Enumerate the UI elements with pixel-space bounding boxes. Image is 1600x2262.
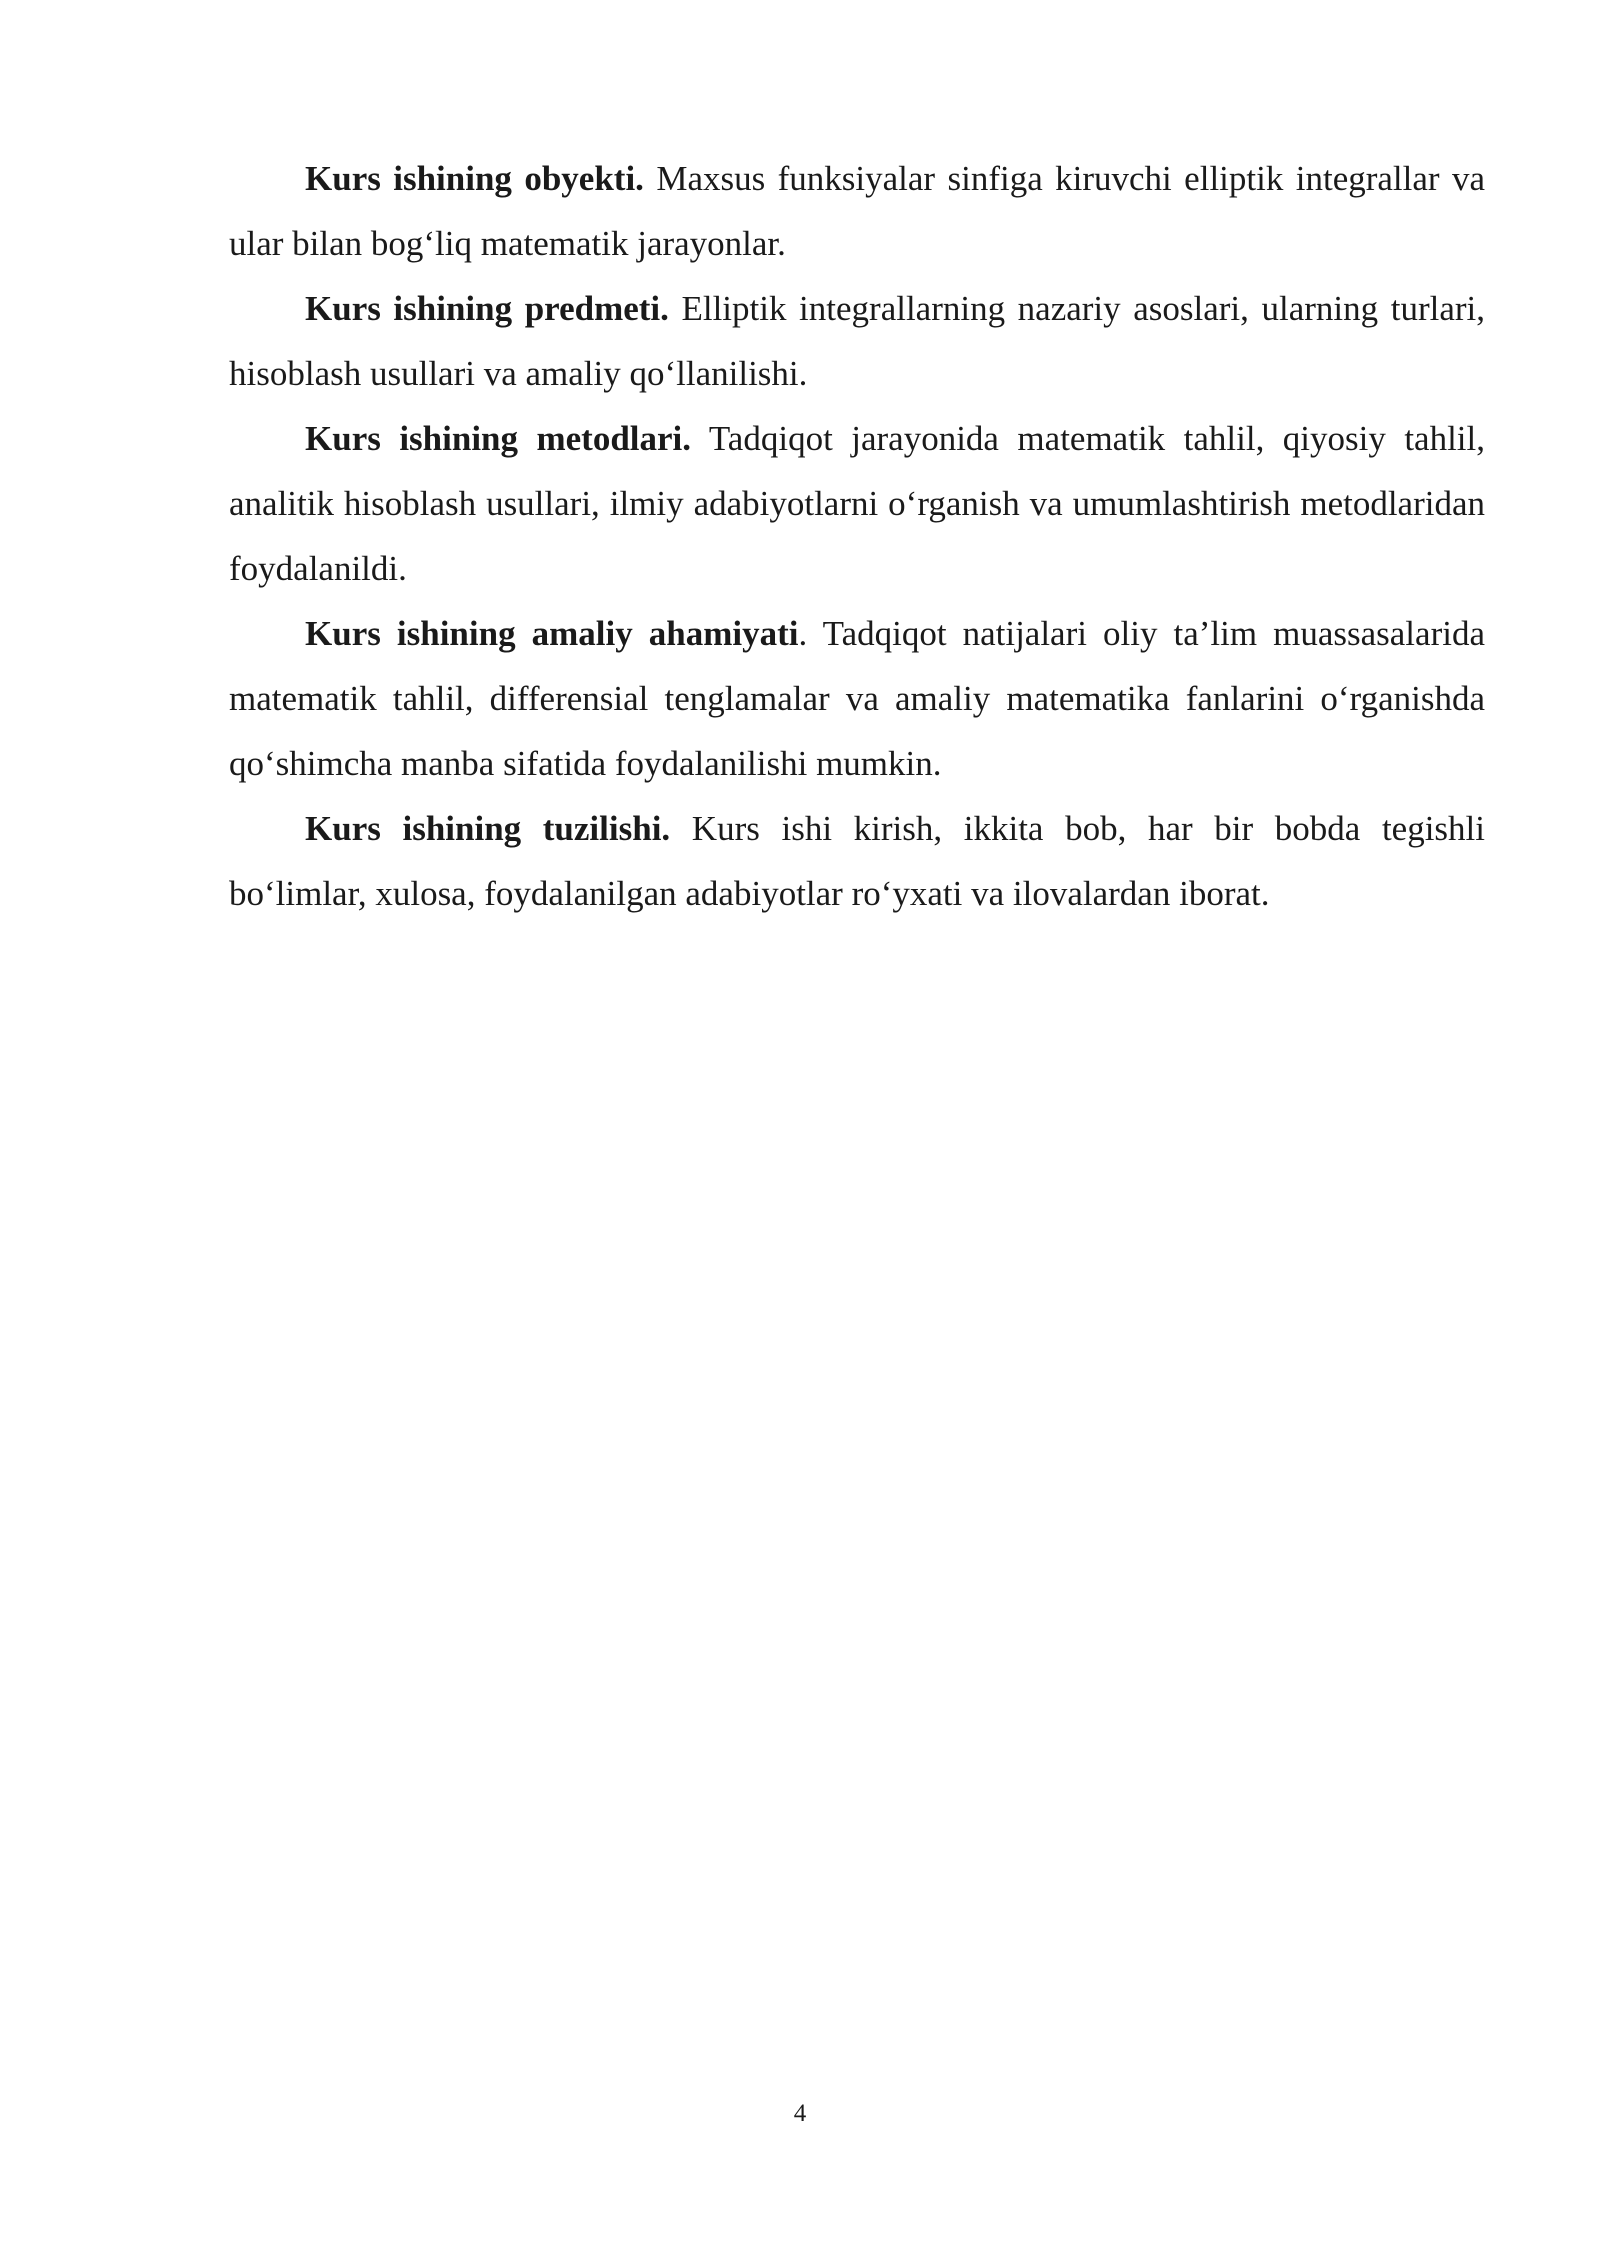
paragraph-methods (229, 406, 1485, 601)
paragraph-structure (229, 796, 1485, 926)
paragraph-heading: Kurs ishining tuzilishi. (305, 809, 671, 848)
paragraph-text: Kurs ishi kirish, ikkita bob, har bir bobda tegishli bo‘limlar, xulosa, foydalanilgan adabiyotlar ro‘yxati va ilovalardan iborat. (229, 809, 1485, 913)
paragraph-heading: Kurs ishining amaliy ahamiyati (305, 614, 799, 653)
paragraph-text: . Tadqiqot natijalari oliy ta’lim muassasalarida matematik tahlil, differensial tenglamalar va amaliy matematika fanlarini o‘rganishda qo‘shimcha manba sifatida foydalanilishi mumkin. (229, 614, 1485, 783)
paragraph-subject (229, 276, 1485, 406)
paragraph-heading: Kurs ishining obyekti. (305, 159, 644, 198)
paragraph-significance (229, 601, 1485, 796)
paragraph-object (229, 146, 1485, 276)
document-body (229, 146, 1485, 926)
page-number: 4 (793, 2100, 807, 2127)
paragraph-text: Tadqiqot jarayonida matematik tahlil, qiyosiy tahlil, analitik hisoblash usullari, ilmiy adabiyotlarni o‘rganish va umumlashtirish metodlaridan foydalanildi. (229, 419, 1486, 588)
paragraph-text: Maxsus funksiyalar sinfiga kiruvchi elliptik integrallar va ular bilan bog‘liq matematik jarayonlar. (229, 159, 1485, 263)
paragraph-heading: Kurs ishining metodlari. (305, 419, 692, 458)
paragraph-text: Elliptik integrallarning nazariy asoslari, ularning turlari, hisoblash usullari va amaliy qo‘llanilishi. (229, 289, 1485, 393)
paragraph-heading: Kurs ishining predmeti. (305, 289, 669, 328)
